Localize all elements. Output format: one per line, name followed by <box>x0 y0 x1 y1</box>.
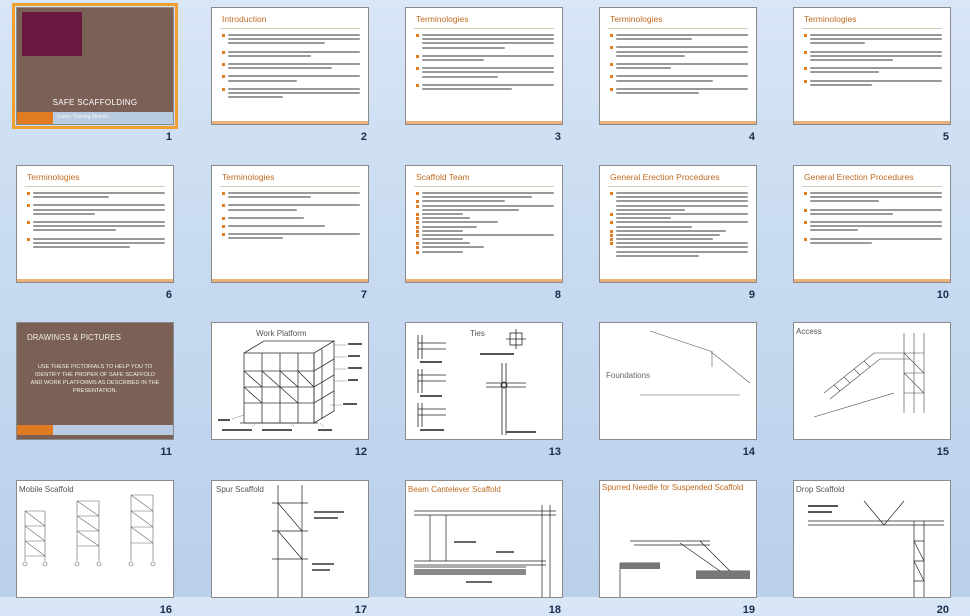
slide-thumbnail[interactable] <box>16 165 174 283</box>
slide-title: Terminologies <box>416 14 469 24</box>
slide-title: Ties <box>470 329 485 338</box>
slide-title: DRAWINGS & PICTURES <box>27 333 121 342</box>
slide-number: 13 <box>548 446 561 458</box>
spurred-needle-drawing <box>600 481 757 598</box>
slide-thumbnail[interactable] <box>405 322 563 440</box>
slide-number: 6 <box>165 289 172 301</box>
slide-title: Spurred Needle for Suspended Scaffold <box>602 483 744 492</box>
slide-title: Spur Scaffold <box>216 485 264 494</box>
slide-title: Terminologies <box>222 172 275 182</box>
slide-title: General Erection Procedures <box>804 172 914 182</box>
slide-body <box>222 34 360 100</box>
slide-number: 2 <box>360 131 367 143</box>
slide-title: Access <box>796 327 822 336</box>
slide-number: 9 <box>748 289 755 301</box>
slide-title: Work Platform <box>256 329 307 338</box>
slide-number: 10 <box>936 289 949 301</box>
slide-number: 16 <box>159 604 172 616</box>
slide-number: 12 <box>354 446 367 458</box>
slide-thumbnail[interactable] <box>793 165 951 283</box>
slide-title: Beam Cantelever Scaffold <box>408 485 501 494</box>
title-band <box>17 112 173 124</box>
slide-title: Terminologies <box>27 172 80 182</box>
slide-thumbnail[interactable] <box>211 165 369 283</box>
slide-number: 5 <box>942 131 949 143</box>
slide-number: 17 <box>354 604 367 616</box>
slide-number: 8 <box>554 289 561 301</box>
slide-title: Terminologies <box>804 14 857 24</box>
slide-thumbnail[interactable] <box>405 165 563 283</box>
slide-number: 18 <box>548 604 561 616</box>
access-drawing <box>794 323 951 440</box>
slide-title: Introduction <box>222 14 267 24</box>
slide-number: 14 <box>742 446 755 458</box>
slide-body <box>610 192 748 259</box>
ties-drawing <box>406 323 563 440</box>
slide-body <box>222 192 360 242</box>
slide-body <box>610 34 748 96</box>
slide-thumbnail[interactable] <box>16 480 174 598</box>
slide-title: Foundations <box>606 371 651 380</box>
slide-title: Mobile Scaffold <box>19 485 74 494</box>
slide-thumbnail[interactable] <box>16 7 174 125</box>
slide-body <box>416 34 554 92</box>
slide-thumbnail[interactable] <box>793 480 951 598</box>
work-platform-drawing <box>212 323 369 440</box>
slide-body <box>804 34 942 88</box>
slide-number: 3 <box>554 131 561 143</box>
slide-thumbnail[interactable] <box>599 165 757 283</box>
foundations-drawing <box>600 323 757 440</box>
slide-number: 11 <box>160 446 172 458</box>
drop-scaffold-drawing <box>794 481 951 598</box>
slide-thumbnail[interactable] <box>599 7 757 125</box>
slide-thumbnail[interactable] <box>16 322 174 440</box>
slide-title: Scaffold Team <box>416 172 470 182</box>
slide-thumbnail[interactable] <box>211 7 369 125</box>
slide-thumbnail[interactable] <box>599 322 757 440</box>
spur-scaffold-drawing <box>212 481 369 598</box>
slide-body <box>804 192 942 246</box>
slide-thumbnail[interactable] <box>793 322 951 440</box>
slide-number: 15 <box>936 446 949 458</box>
slide-number: 4 <box>748 131 755 143</box>
slide-thumbnail[interactable] <box>211 480 369 598</box>
beam-cantilever-drawing <box>406 481 563 598</box>
slide-number: 20 <box>936 604 949 616</box>
slide-title: SAFE SCAFFOLDING <box>52 98 138 107</box>
slide-title: Terminologies <box>610 14 663 24</box>
slide-number: 1 <box>165 131 172 143</box>
slide-thumbnail[interactable] <box>599 480 757 598</box>
slide-number: 7 <box>360 289 367 301</box>
mobile-scaffold-drawing <box>17 481 174 598</box>
slide-thumbnail[interactable] <box>211 322 369 440</box>
slide-body <box>27 192 165 250</box>
slide-body <box>416 192 554 255</box>
slide-title: General Erection Procedures <box>610 172 720 182</box>
slide-thumbnail[interactable] <box>793 7 951 125</box>
slide-subtitle: Safety Training Module <box>57 114 109 120</box>
slide-thumbnail[interactable] <box>405 7 563 125</box>
slide-thumbnail[interactable] <box>405 480 563 598</box>
title-band <box>17 425 173 435</box>
slide-body: USE THESE PICTORIALS TO HELP YOU TO IDENTIFY THE PROPER OF SAFE SCAFFOLD AND WORK PLATFORMS AS DESCRIBED IN THE PRESENTATION. <box>30 364 160 394</box>
slide-title: Drop Scaffold <box>796 485 845 494</box>
title-photo <box>22 12 82 56</box>
slide-number: 19 <box>742 604 755 616</box>
